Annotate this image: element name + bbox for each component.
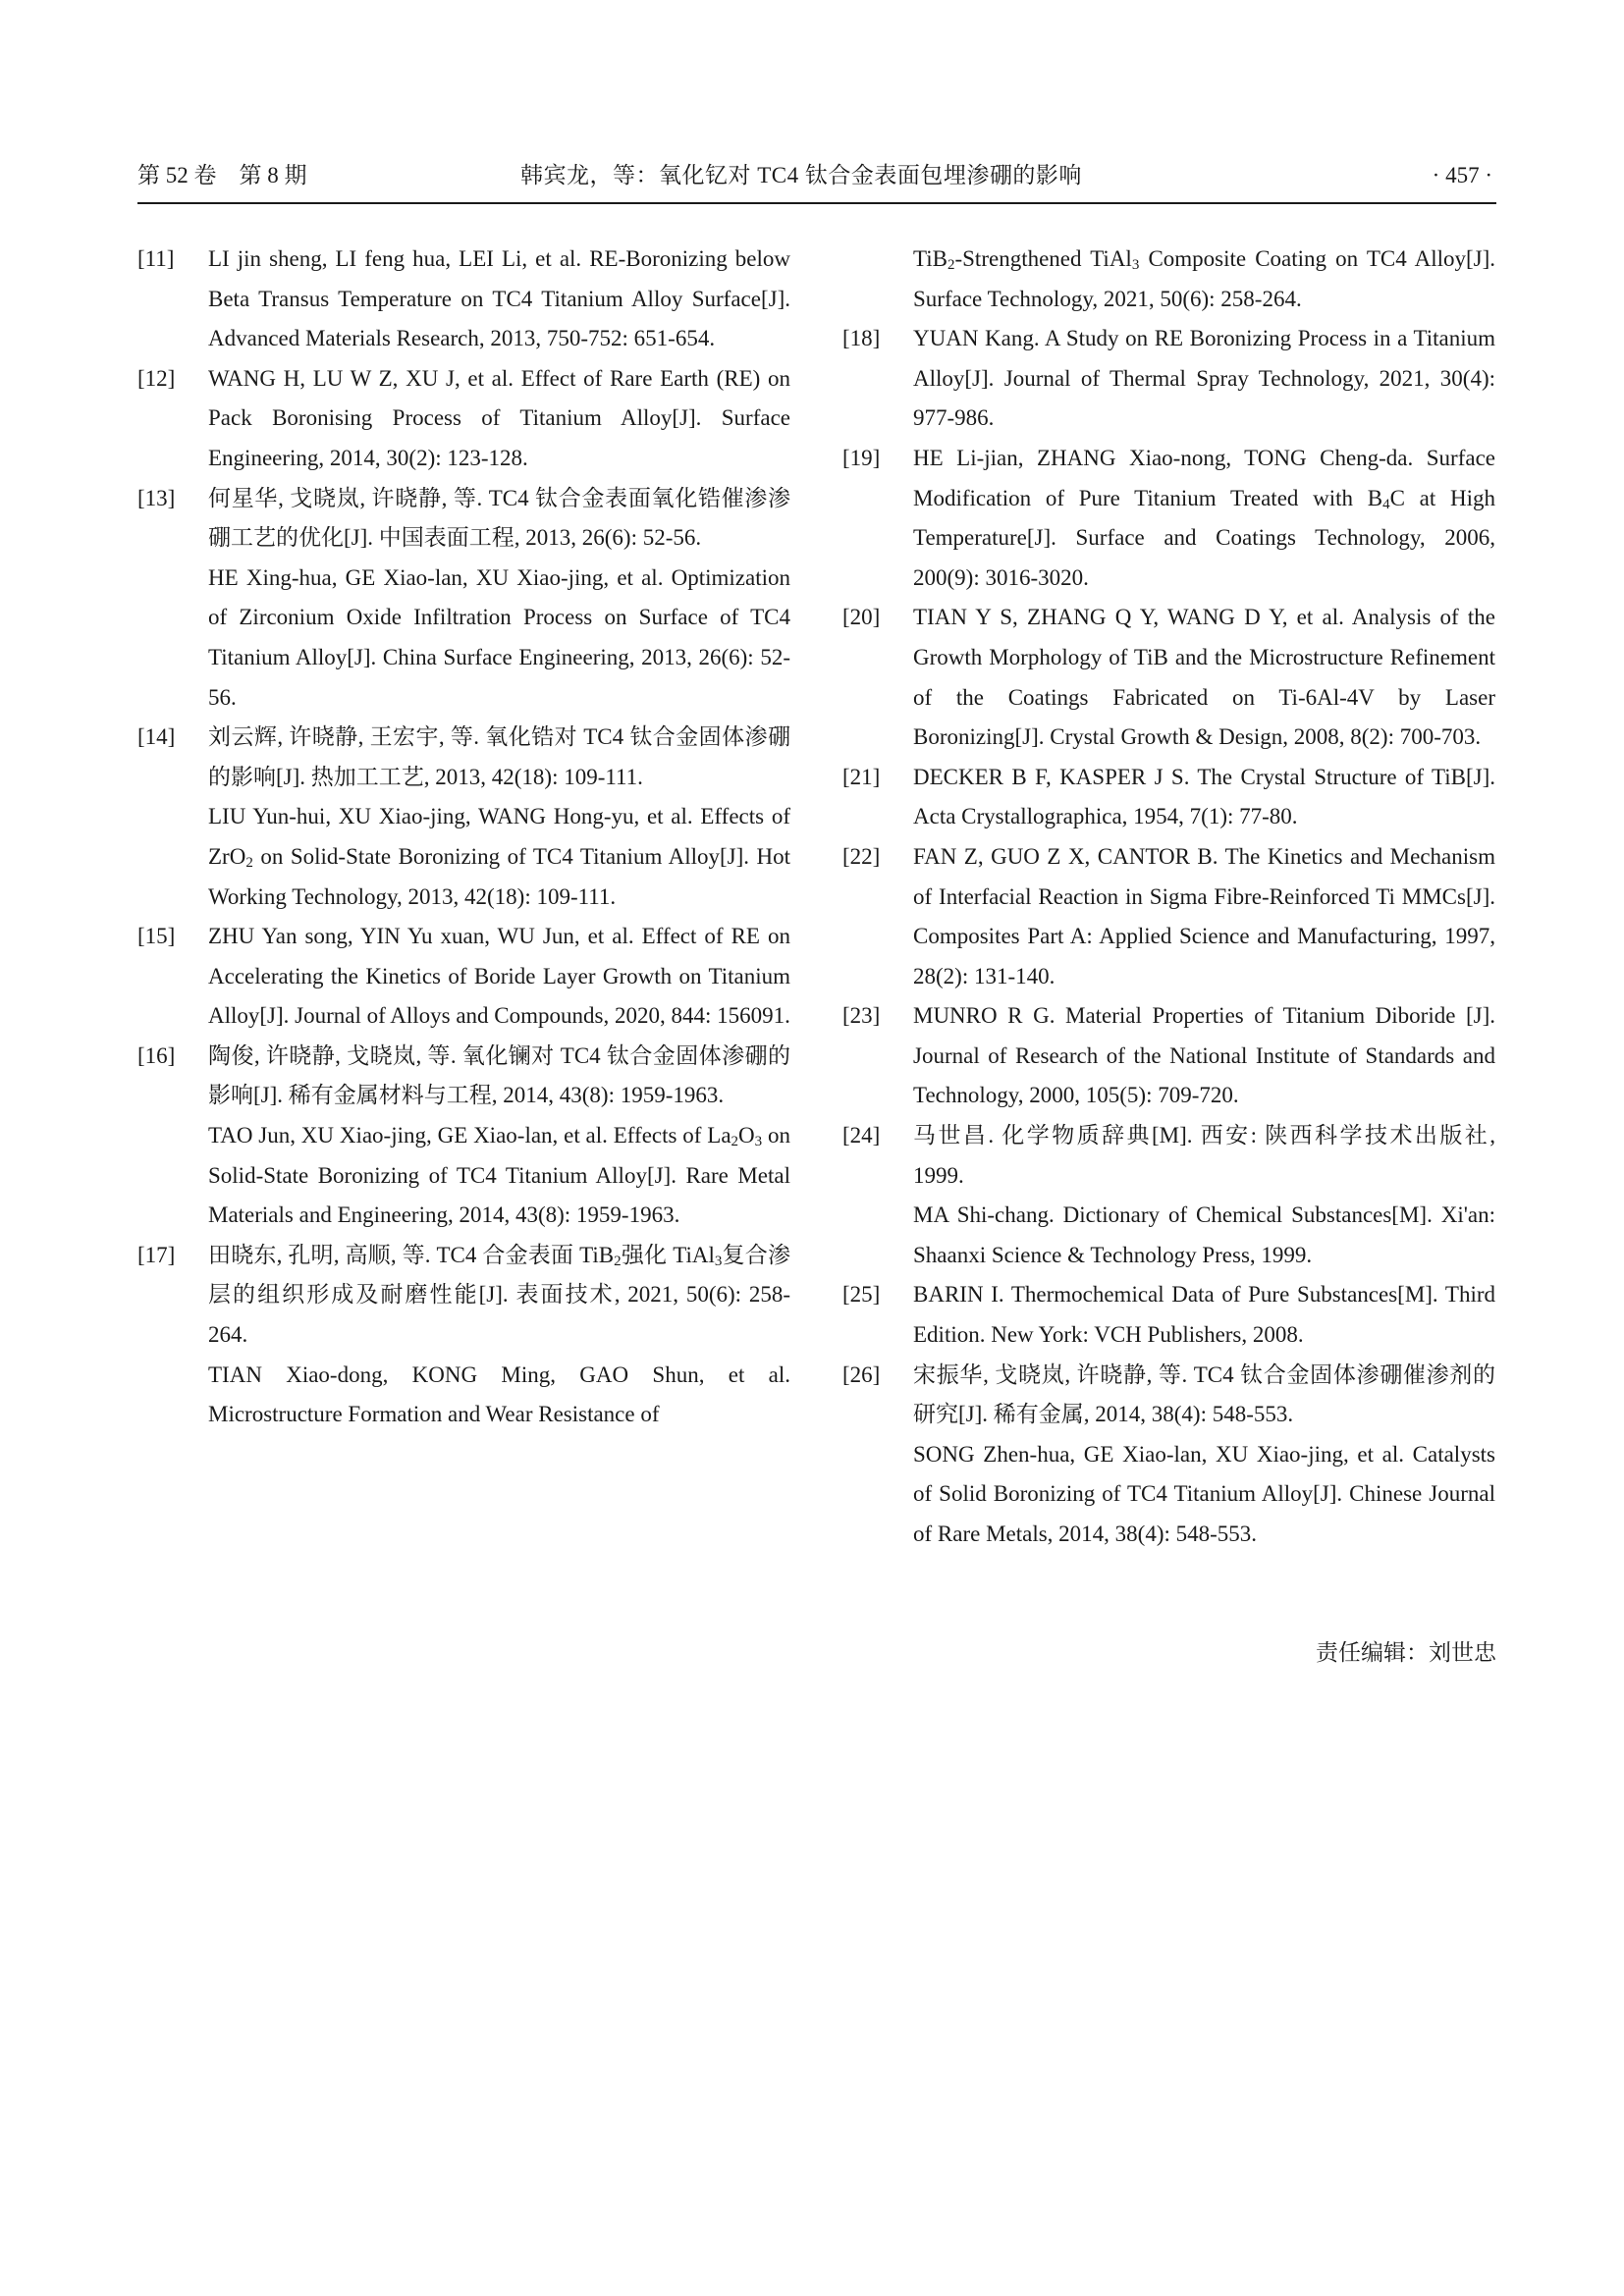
reference-16 (137, 1037, 790, 1236)
reference-text: FAN Z, GUO Z X, CANTOR B. The Kinetics and Mechanism of Interfacial Reaction in Sigma Fibre-Reinforced Ti MMCs[J]. Composites Part A: Applied Science and Manufacturing, 1997, 28(2): 131-140. (913, 843, 1495, 988)
reference-13 (137, 479, 790, 719)
reference-number: [25] (842, 1282, 881, 1308)
reference-text-english: LIU Yun-hui, XU Xiao-jing, WANG Hong-yu, et al. Effects of ZrO$_2$ on Solid-State Boronizing of TC4 Titanium Alloy[J]. Hot Working Technology, 2013, 42(18): 109-111. (208, 804, 790, 909)
reference-text: HE Li-jian, ZHANG Xiao-nong, TONG Cheng-da. Surface Modification of Pure Titanium Treated with $B_4C$ at High Temperature[J]. Surface and Coatings Technology, 2006, 200(9): 3016-3020. (913, 445, 1495, 590)
reference-text-english: SONG Zhen-hua, GE Xiao-lan, XU Xiao-jing, et al. Catalysts of Solid Boronizing of TC4 Titanium Alloy[J]. Chinese Journal of Rare Metals, 2014, 38(4): 548-553. (913, 1441, 1495, 1546)
reference-text-english: HE Xing-hua, GE Xiao-lan, XU Xiao-jing, et al. Optimization of Zirconium Oxide Infiltration Process on Surface of TC4 Titanium Alloy[J]. China Surface Engineering, 2013, 26(6): 52-56. (208, 564, 790, 710)
reference-22 (842, 837, 1495, 996)
reference-text-chinese: 陶俊, 许晓静, 戈晓岚, 等. 氧化镧对 TC4 钛合金固体渗硼的影响[J]. 稀有金属材料与工程, 2014, 43(8): 1959-1963. (208, 1042, 790, 1108)
reference-number: [13] (137, 485, 176, 510)
reference-text: YUAN Kang. A Study on RE Boronizing Process in a Titanium Alloy[J]. Journal of Thermal Spray Technology, 2021, 30(4): 977-986. (913, 326, 1495, 431)
reference-text-chinese: 田晓东, 孔明, 高顺, 等. TC4 合金表面 TiB$_2$强化 TiAl$_3$复合渗层的组织形成及耐磨性能[J]. 表面技术, 2021, 50(6): 258-264. (208, 1242, 790, 1348)
reference-text-english: MA Shi-chang. Dictionary of Chemical Substances[M]. Xi'an: Shaanxi Science & Technology Press, 1999. (913, 1202, 1495, 1267)
reference-21 (842, 758, 1495, 837)
reference-text-chinese: 刘云辉, 许晓静, 王宏宇, 等. 氧化锆对 TC4 钛合金固体渗硼的影响[J]. 热加工工艺, 2013, 42(18): 109-111. (208, 724, 790, 789)
reference-text: DECKER B F, KASPER J S. The Crystal Structure of TiB[J]. Acta Crystallographica, 1954, 7(1): 77-80. (913, 764, 1495, 829)
reference-number: [17] (137, 1242, 176, 1267)
reference-26 (842, 1356, 1495, 1555)
reference-25 (842, 1275, 1495, 1355)
reference-23 (842, 996, 1495, 1116)
reference-number: [11] (137, 246, 175, 271)
reference-20 (842, 598, 1495, 757)
reference-17-continued: TiB$_2$-Strengthened TiAl$_3$ Composite Coating on TC4 Alloy[J]. Surface Technology, 2021, 50(6): 258-264. (913, 246, 1495, 311)
reference-19 (842, 439, 1495, 598)
reference-number: [14] (137, 724, 176, 750)
reference-text: LI jin sheng, LI feng hua, LEI Li, et al. RE-Boronizing below Beta Transus Temperature on TC4 Titanium Alloy Surface[J]. Advanced Materials Research, 2013, 750-752: 651-654. (208, 246, 790, 351)
responsible-editor: 责任编辑：刘世忠 (1316, 1640, 1496, 1665)
reference-text: ZHU Yan song, YIN Yu xuan, WU Jun, et al. Effect of RE on Accelerating the Kinetics of Boride Layer Growth on Titanium Alloy[J]. Journal of Alloys and Compounds, 2020, 844: 156091. (208, 924, 790, 1029)
reference-11 (137, 240, 790, 359)
reference-number: [20] (842, 605, 881, 630)
volume-issue: 第 52 卷 第 8 期 (137, 163, 307, 187)
reference-24 (842, 1116, 1495, 1275)
left-column (137, 240, 790, 1435)
reference-number: [12] (137, 365, 176, 391)
reference-number: [24] (842, 1123, 881, 1148)
reference-text-english: TIAN Xiao-dong, KONG Ming, GAO Shun, et al. Microstructure Formation and Wear Resistance of (208, 1362, 790, 1427)
reference-text: WANG H, LU W Z, XU J, et al. Effect of Rare Earth (RE) on Pack Boronising Process of Titanium Alloy[J]. Surface Engineering, 2014, 30(2): 123-128. (208, 365, 790, 470)
reference-text-chinese: 马世昌. 化学物质辞典[M]. 西安: 陕西科学技术出版社, 1999. (913, 1123, 1495, 1188)
reference-number: [15] (137, 924, 176, 949)
reference-number: [22] (842, 843, 881, 869)
reference-text-chinese: 何星华, 戈晓岚, 许晓静, 等. TC4 钛合金表面氧化锆催渗渗硼工艺的优化[J]. 中国表面工程, 2013, 26(6): 52-56. (208, 485, 790, 551)
reference-number: [23] (842, 1003, 881, 1029)
reference-text: TIAN Y S, ZHANG Q Y, WANG D Y, et al. Analysis of the Growth Morphology of TiB and the Microstructure Refinement of the Coatings Fabricated on Ti-6Al-4V by Laser Boronizing[J]. Crystal Growth & Design, 2008, 8(2): 700-703. (913, 605, 1495, 750)
reference-number: [19] (842, 445, 881, 470)
reference-text-english: TAO Jun, XU Xiao-jing, GE Xiao-lan, et al. Effects of $La_2O_3$ on Solid-State Boronizing of TC4 Titanium Alloy[J]. Rare Metal Materials and Engineering, 2014, 43(8): 1959-1963. (208, 1123, 791, 1228)
page-number: · 457 · (1432, 163, 1492, 187)
reference-17 (137, 1236, 790, 1435)
reference-text: BARIN I. Thermochemical Data of Pure Substances[M]. Third Edition. New York: VCH Publishers, 2008. (913, 1282, 1495, 1348)
reference-number: [26] (842, 1362, 881, 1387)
reference-18 (842, 319, 1495, 439)
right-column (842, 240, 1495, 1555)
reference-12 (137, 359, 790, 479)
reference-15 (137, 917, 790, 1037)
reference-number: [18] (842, 326, 881, 351)
running-header (137, 159, 1496, 204)
reference-text-chinese: 宋振华, 戈晓岚, 许晓静, 等. TC4 钛合金固体渗硼催渗剂的研究[J]. 稀有金属, 2014, 38(4): 548-553. (913, 1362, 1495, 1427)
reference-text: MUNRO R G. Material Properties of Titanium Diboride [J]. Journal of Research of the National Institute of Standards and Technology, 2000, 105(5): 709-720. (913, 1003, 1495, 1108)
running-title: 韩宾龙，等：氧化钇对 TC4 钛合金表面包埋渗硼的影响 (520, 163, 1082, 187)
reference-number: [21] (842, 764, 881, 789)
reference-number: [16] (137, 1042, 176, 1068)
reference-14 (137, 718, 790, 917)
